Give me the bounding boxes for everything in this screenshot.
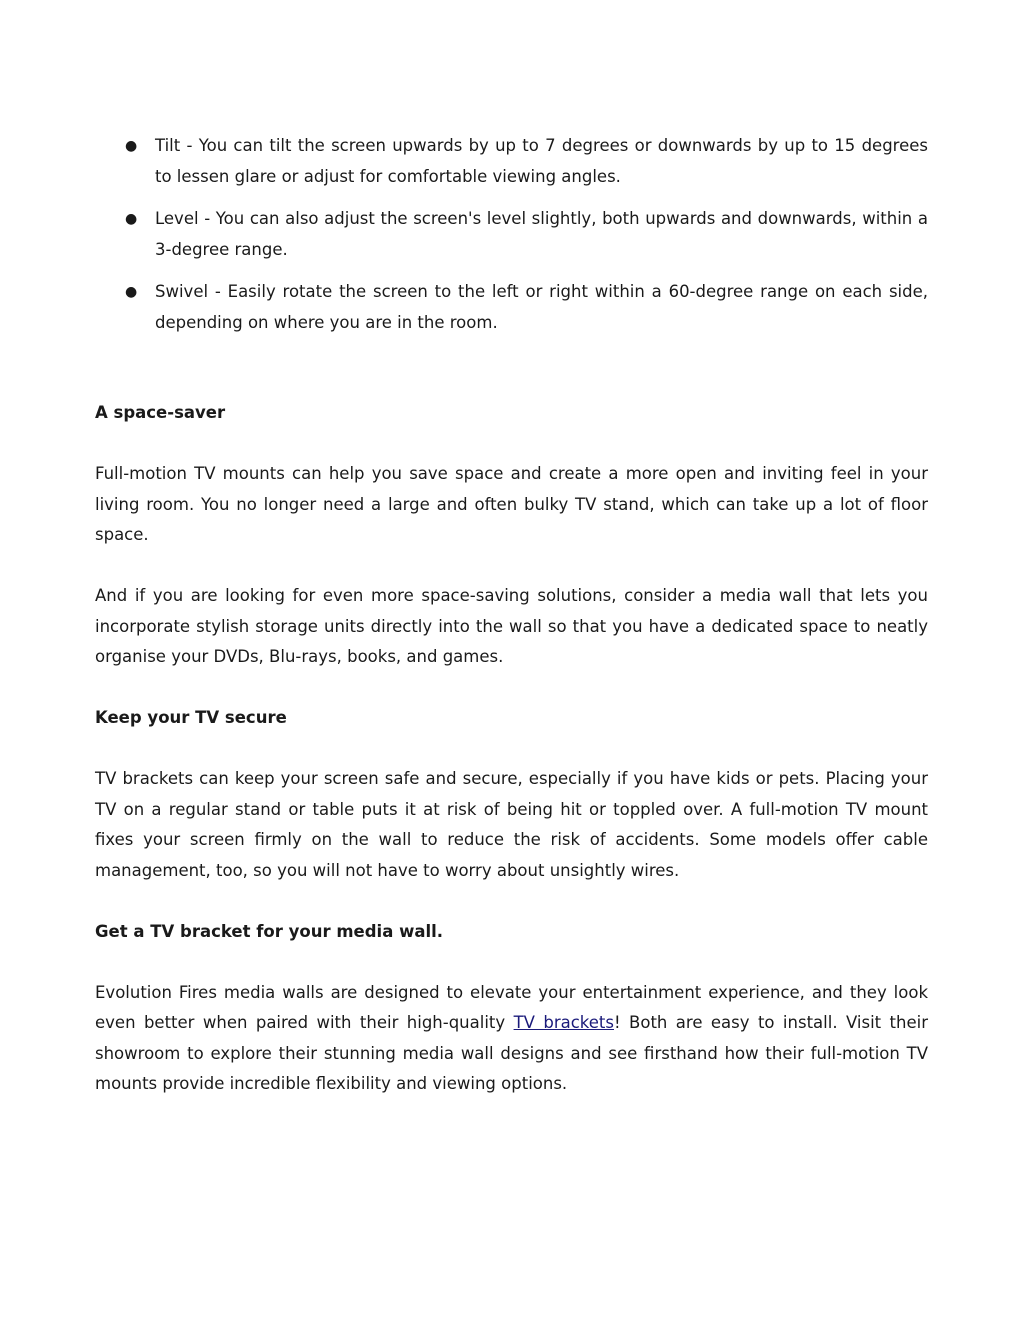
- bullet-text: Tilt - You can tilt the screen upwards by up to 7 degrees or downwards by up to 15 degrees to lessen glare or adjust for comfortable viewing angles.: [155, 136, 928, 186]
- bullet-icon: ●: [125, 211, 138, 227]
- document-page: [95, 131, 928, 1100]
- bullet-item-level: [95, 204, 928, 265]
- bullet-text: Level - You can also adjust the screen's level slightly, both upwards and downwards, within a 3-degree range.: [155, 209, 928, 259]
- bullet-text: Swivel - Easily rotate the screen to the left or right within a 60-degree range on each side, depending on where you are in the room.: [155, 282, 928, 332]
- paragraph-space-saver-1: Full-motion TV mounts can help you save space and create a more open and inviting feel in your living room. You no longer need a large and often bulky TV stand, which can take up a lot of floor space.: [95, 464, 928, 544]
- section-heading-get-bracket: Get a TV bracket for your media wall.: [95, 921, 444, 941]
- bullet-item-tilt: [95, 131, 928, 192]
- bullet-icon: ●: [125, 138, 138, 154]
- paragraph-text-after-link: ! Both are easy to install. Visit their showroom to explore their stunning media wall designs and see firsthand how their full-motion TV mounts provide incredible flexibility and viewing options.: [95, 1013, 929, 1093]
- section-heading-space-saver: A space-saver: [95, 403, 226, 422]
- section-heading-keep-secure: Keep your TV secure: [95, 708, 287, 727]
- tv-brackets-link[interactable]: TV brackets: [513, 1013, 614, 1032]
- paragraph-get-bracket: [95, 978, 928, 1100]
- paragraph-keep-secure: TV brackets can keep your screen safe and secure, especially if you have kids or pets. Placing your TV on a regular stand or table puts it at risk of being hit or toppled over. A full-motion TV mount fixes your screen firmly on the wall to reduce the risk of accidents. Some models offer cable management, too, so you will not have to worry about unsightly wires.: [95, 769, 928, 880]
- paragraph-text-before-link: Evolution Fires media walls are designed to elevate your entertainment experience, and they look even better when paired with their high-quality: [95, 982, 928, 1032]
- bullet-icon: ●: [125, 284, 138, 300]
- paragraph-space-saver-2: And if you are looking for even more space-saving solutions, consider a media wall that lets you incorporate stylish storage units directly into the wall so that you have a dedicated space to neatly organise your DVDs, Blu-rays, books, and games.: [95, 586, 928, 666]
- bullet-item-swivel: [95, 277, 928, 338]
- feature-bullet-list: [95, 131, 928, 338]
